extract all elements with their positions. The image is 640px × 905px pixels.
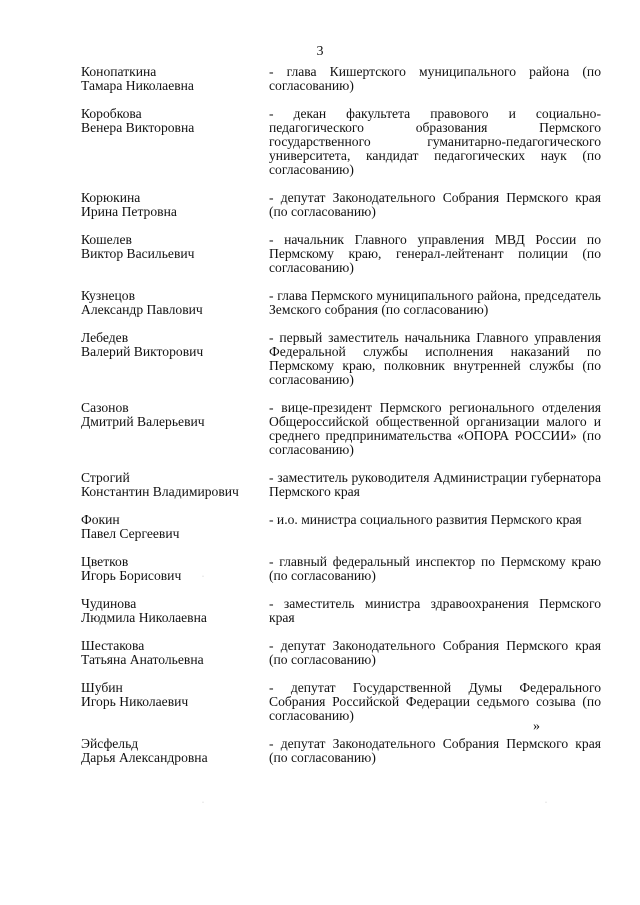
member-surname: Корюкина	[81, 190, 141, 205]
member-given-name: Венера Викторовна	[81, 120, 195, 135]
member-name	[81, 681, 269, 723]
member-name	[81, 513, 269, 541]
member-surname: Сазонов	[81, 400, 129, 415]
member-name	[81, 737, 269, 765]
scan-speck: ·	[202, 800, 204, 806]
roster-entry	[81, 289, 601, 317]
member-given-name: Ирина Петровна	[81, 204, 177, 219]
member-surname: Конопаткина	[81, 64, 157, 79]
member-role: - и.о. министра социального развития Пермского края	[269, 512, 582, 527]
roster-entry	[81, 401, 601, 457]
roster-entry	[81, 191, 601, 219]
roster-entry	[81, 331, 601, 387]
roster-entry	[81, 513, 601, 541]
member-role: - главный федеральный инспектор по Пермскому краю (по согласованию)	[269, 554, 601, 583]
member-role: - первый заместитель начальника Главного управления Федеральной службы исполнения наказаний по Пермскому краю, полковник внутренней службы (по согласованию)	[269, 330, 601, 387]
member-surname: Эйсфельд	[81, 736, 139, 751]
member-role: - декан факультета правового и социально-педагогического образования Пермского государственного гуманитарно-педагогического университета, кандидат педагогических наук (по согласованию)	[269, 106, 601, 177]
member-given-name: Тамара Николаевна	[81, 78, 194, 93]
member-surname: Чудинова	[81, 596, 137, 611]
member-given-name: Виктор Васильевич	[81, 246, 195, 261]
roster-entry	[81, 233, 601, 275]
roster-entry	[81, 471, 601, 499]
member-roster	[81, 65, 601, 779]
member-given-name: Игорь Борисович	[81, 568, 182, 583]
member-name	[81, 555, 269, 583]
member-role: - депутат Законодательного Собрания Пермского края (по согласованию)	[269, 736, 601, 765]
member-name	[81, 639, 269, 667]
member-role: - вице-президент Пермского регионального отделения Общероссийской общественной организации малого и среднего предпринимательства «ОПОРА РОССИИ» (по согласованию)	[269, 400, 601, 457]
member-name	[81, 331, 269, 387]
scan-speck: ·	[202, 574, 204, 580]
member-name	[81, 401, 269, 457]
member-given-name: Татьяна Анатольевна	[81, 652, 204, 667]
member-role: - депутат Государственной Думы Федерального Собрания Российской Федерации седьмого созыва (по согласованию)	[269, 680, 601, 723]
member-role: - глава Пермского муниципального района, председатель Земского собрания (по согласованию)	[269, 288, 601, 317]
member-given-name: Александр Павлович	[81, 302, 203, 317]
member-surname: Лебедев	[81, 330, 129, 345]
roster-entry	[81, 639, 601, 667]
member-surname: Кошелев	[81, 232, 132, 247]
member-role: - начальник Главного управления МВД России по Пермскому краю, генерал-лейтенант полиции (по согласованию)	[269, 232, 601, 275]
member-given-name: Игорь Николаевич	[81, 694, 189, 709]
member-surname: Цветков	[81, 554, 129, 569]
roster-entry	[81, 681, 601, 723]
member-role: - депутат Законодательного Собрания Пермского края (по согласованию)	[269, 190, 601, 219]
closing-quote-mark: »	[533, 719, 540, 734]
member-given-name: Дарья Александровна	[81, 750, 208, 765]
member-name	[81, 107, 269, 177]
member-name	[81, 597, 269, 625]
member-name	[81, 191, 269, 219]
member-role: - заместитель руководителя Администрации губернатора Пермского края	[269, 470, 601, 499]
member-role: - заместитель министра здравоохранения Пермского края	[269, 596, 601, 625]
roster-entry	[81, 65, 601, 93]
roster-entry	[81, 597, 601, 625]
roster-entry	[81, 555, 601, 583]
member-name	[81, 471, 269, 499]
roster-entry	[81, 107, 601, 177]
scan-speck: ·	[545, 800, 547, 806]
member-surname: Фокин	[81, 512, 120, 527]
member-name	[81, 233, 269, 275]
member-role: - глава Кишертского муниципального района (по согласованию)	[269, 64, 601, 93]
member-name	[81, 289, 269, 317]
member-surname: Кузнецов	[81, 288, 136, 303]
member-given-name: Константин Владимирович	[81, 484, 239, 499]
page-number: 3	[316, 44, 324, 59]
member-surname: Коробкова	[81, 106, 142, 121]
roster-entry	[81, 737, 601, 765]
member-role: - депутат Законодательного Собрания Пермского края (по согласованию)	[269, 638, 601, 667]
member-given-name: Валерий Викторович	[81, 344, 204, 359]
member-given-name: Людмила Николаевна	[81, 610, 207, 625]
member-surname: Шестакова	[81, 638, 145, 653]
member-surname: Строгий	[81, 470, 130, 485]
member-given-name: Павел Сергеевич	[81, 526, 180, 541]
member-name	[81, 65, 269, 93]
member-given-name: Дмитрий Валерьевич	[81, 414, 205, 429]
member-surname: Шубин	[81, 680, 123, 695]
